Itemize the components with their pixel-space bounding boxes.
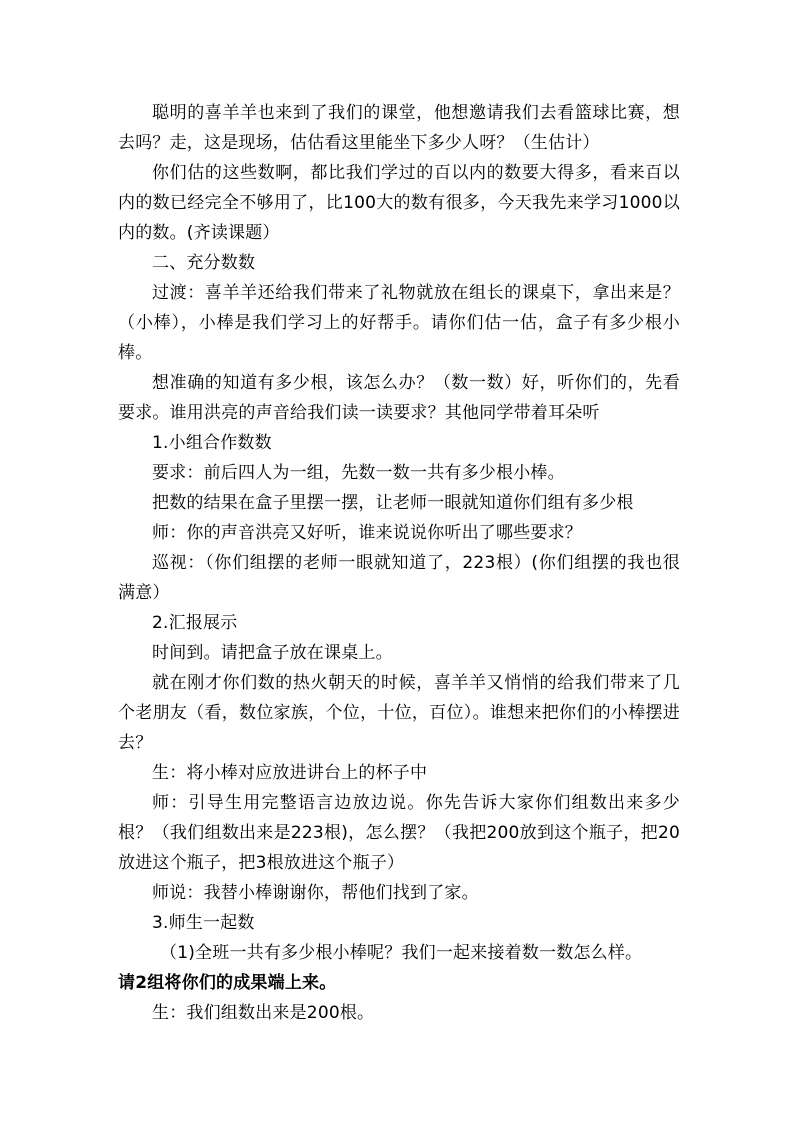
- subsection-heading: 3.师生一起数: [152, 913, 255, 933]
- paragraph: 聪明的喜羊羊也来到了我们的课堂，他想邀请我们去看篮球比赛，想去吗？走，这是现场，估估看这里能坐下多少人呀？（生估计）: [118, 103, 680, 153]
- paragraph: 你们估的这些数啊，都比我们学过的百以内的数要大得多，看来百以内的数已经完全不够用了，比100大的数有很多，今天我先来学习1000以内的数。(齐读课题）: [118, 163, 680, 243]
- paragraph: 生：将小棒对应放进讲台上的杯子中: [152, 763, 428, 783]
- subsection-heading: 2.汇报展示: [152, 613, 238, 633]
- paragraph: 想准确的知道有多少根，该怎么办？（数一数）好，听你们的，先看要求。谁用洪亮的声音给我们读一读要求？其他同学带着耳朵听: [118, 373, 680, 423]
- paragraph: 过渡：喜羊羊还给我们带来了礼物就放在组长的课桌下，拿出来是？（小棒），小棒是我们学习上的好帮手。请你们估一估，盒子有多少根小棒。: [118, 283, 680, 363]
- paragraph: 就在刚才你们数的热火朝天的时候，喜羊羊又悄悄的给我们带来了几个老朋友（看，数位家族，个位，十位，百位）。谁想来把你们的小棒摆进去？: [118, 673, 680, 753]
- subsection-heading: 1.小组合作数数: [152, 433, 272, 453]
- section-heading: 二、充分数数: [152, 253, 256, 273]
- paragraph: 时间到。请把盒子放在课桌上。: [152, 643, 393, 663]
- paragraph: 师：你的声音洪亮又好听，谁来说说你听出了哪些要求？: [152, 523, 582, 543]
- paragraph: 要求：前后四人为一组，先数一数一共有多少根小棒。: [152, 463, 565, 483]
- paragraph: 巡视：（你们组摆的老师一眼就知道了，223根）(你们组摆的我也很满意）: [118, 553, 680, 603]
- paragraph: 师：引导生用完整语言边放边说。你先告诉大家你们组数出来多少根？（我们组数出来是223根)，怎么摆？（我把200放到这个瓶子，把20放进这个瓶子，把3根放进这个瓶子）: [118, 793, 680, 873]
- paragraph: 师说：我替小棒谢谢你，帮他们找到了家。: [152, 883, 479, 903]
- paragraph: （1)全班一共有多少根小棒呢？我们一起来接着数一数怎么样。: [160, 943, 643, 963]
- paragraph: 把数的结果在盒子里摆一摆，让老师一眼就知道你们组有多少根: [152, 493, 634, 513]
- document-body: [118, 98, 680, 1028]
- paragraph: 生：我们组数出来是200根。: [152, 1003, 375, 1023]
- bold-paragraph: 请2组将你们的成果端上来。: [118, 973, 337, 993]
